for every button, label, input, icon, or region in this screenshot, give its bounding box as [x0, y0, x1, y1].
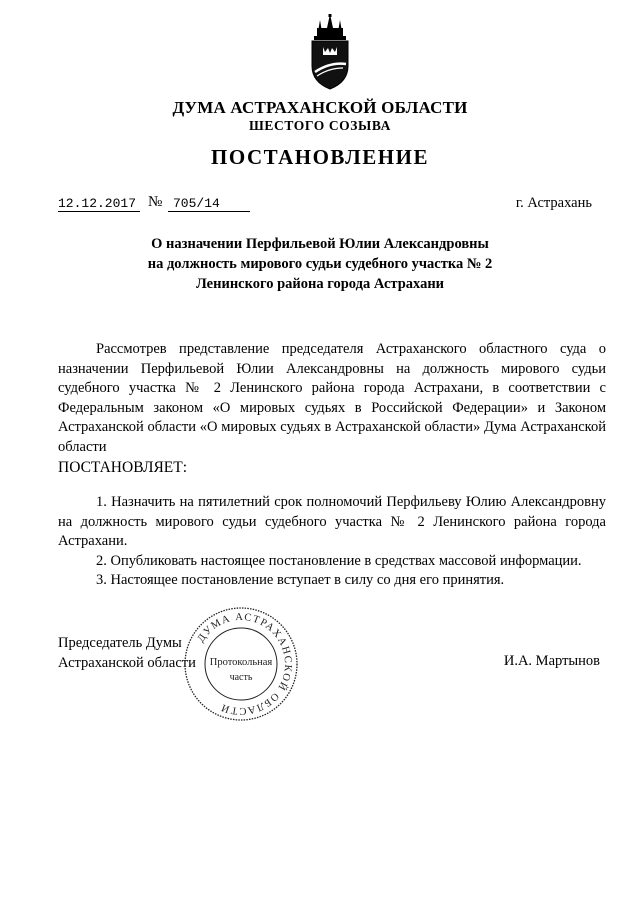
document-type-title: ПОСТАНОВЛЕНИЕ: [211, 145, 429, 169]
coat-of-arms-emblem: [305, 14, 355, 90]
document-subject: [0, 234, 640, 294]
resolves-heading: ПОСТАНОВЛЯЕТ:: [58, 459, 188, 476]
stamp-ring-text: ДУМА АСТРАХАНСКОЙ ОБЛАСТИ: [195, 611, 294, 717]
stamp-center-line: Протокольная: [209, 657, 273, 668]
signatory-title: [58, 633, 196, 673]
date-underline: [58, 211, 140, 212]
subject-line: на должность мирового судьи судебного участка № 2: [147, 256, 493, 272]
signatory-name: И.А. Мартынов: [503, 653, 600, 669]
resolution-item: 3. Настоящее постановление вступает в силу со дня его принятия.: [96, 572, 505, 588]
document-number: 705/14: [173, 196, 220, 211]
subject-line: Ленинского района города Астрахани: [195, 276, 445, 292]
document-city: г. Астрахань: [515, 195, 592, 211]
organization-name: ДУМА АСТРАХАНСКОЙ ОБЛАСТИ: [172, 98, 468, 117]
signatory-title-line: Председатель Думы: [58, 635, 182, 651]
subject-line: О назначении Перфильевой Юлии Александровны: [151, 236, 489, 252]
stamp-center-line: часть: [229, 672, 253, 683]
signatory-title-line: Астраханской области: [58, 655, 196, 671]
number-sign: №: [148, 194, 163, 210]
resolution-item: 1. Назначить на пятилетний срок полномочий Перфильеву Юлию Александровну на должность мирового судьи судебного участка № 2 Ленинского района города Астрахани.: [58, 494, 606, 549]
document-date: 12.12.2017: [58, 196, 137, 211]
number-underline: [168, 211, 250, 212]
preamble-paragraph: Рассмотрев представление председателя Астраханского областного суда о назначении Перфильевой Юлии Александровны на должность мирового судьи судебного участка № 2 Ленинского района города Астрахани, в соответствии с Федеральным законом «О мировых судьях в Российской Федерации» и Законом Астраханской области «О мировых судьях в Астраханской области» Дума Астраханской области: [58, 341, 606, 455]
convocation-label: ШЕСТОГО СОЗЫВА: [249, 118, 391, 133]
resolution-items: [58, 493, 606, 591]
resolution-item: 2. Опубликовать настоящее постановление в средствах массовой информации.: [96, 552, 582, 569]
official-stamp: [182, 605, 300, 723]
